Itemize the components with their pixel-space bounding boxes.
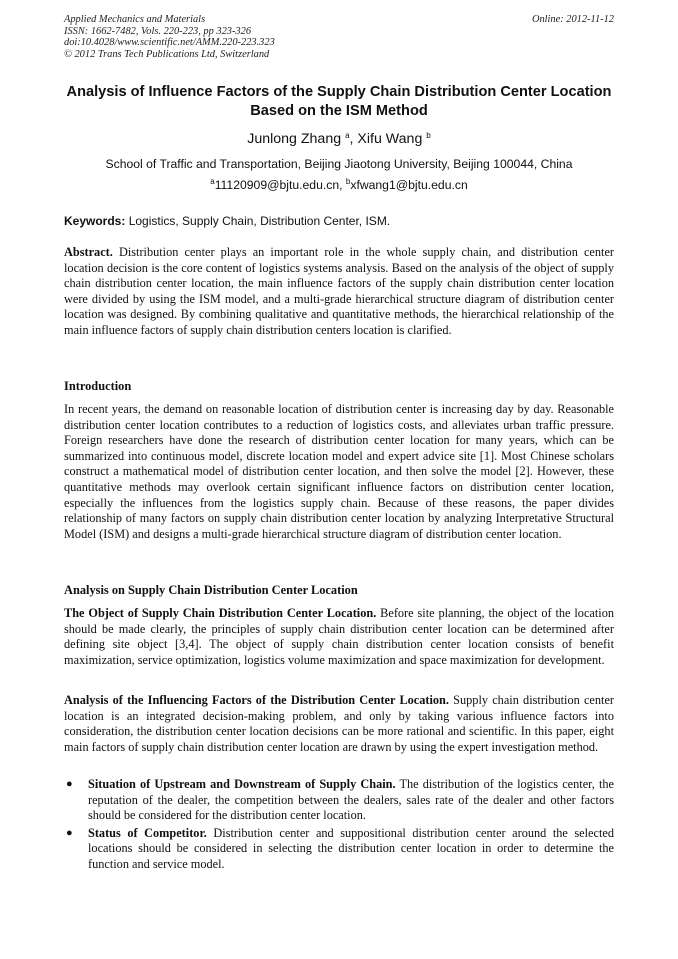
affiliation: School of Traffic and Transportation, Beijing Jiaotong University, Beijing 100044, China <box>105 157 573 171</box>
introduction-paragraph <box>64 402 614 542</box>
list-item <box>64 826 614 873</box>
author-superscript: b <box>426 131 431 140</box>
author-name: Junlong Zhang <box>247 131 342 147</box>
doi-line: doi:10.4028/www.scientific.net/AMM.220-223.323 <box>64 37 275 49</box>
email-superscript: a <box>210 177 215 186</box>
keywords <box>64 214 614 228</box>
section-heading: Analysis on Supply Chain Distribution Center Location <box>64 583 358 597</box>
introduction-heading: Introduction <box>64 379 132 393</box>
journal-name: Applied Mechanics and Materials <box>64 14 206 25</box>
keywords-label: Keywords: <box>64 214 126 228</box>
abstract-label: Abstract. <box>64 245 113 259</box>
issn-line: ISSN: 1662-7482, Vols. 220-223, pp 323-326 <box>64 25 252 37</box>
email-address: 11120909@bjtu.edu.cn <box>214 178 340 192</box>
factor-list <box>64 777 614 874</box>
email-line <box>60 178 618 192</box>
object-paragraph <box>64 606 614 668</box>
introduction-text: In recent years, the demand on reasonable location of distribution center is increasing day by day. Reasonable distribution center location contributes to a reduction of logistics costs, and alleviates urban traffic pressure. Foreign researchers have done the research of distribution center location for many years, which can be summarized into continuous model, discrete location model and expert advice site [1]. Most Chinese scholars construct a mathematical model of distribution center location, and then solve the model [2]. However, these quantitative methods may overlook certain significant influence factors on distribution center location, especially the influences from the logistics supply chain. Because of these reasons, the paper divides relationship of many factors on supply chain distribution center location by analyzing Interpretative Structural Model (ISM) and designs a multi-grade hierarchical structure diagram of distribution center location. <box>64 402 614 541</box>
bullet-icon: ● <box>66 826 73 839</box>
list-item-lead: Status of Competitor. <box>88 825 207 840</box>
email-superscript: b <box>345 177 351 186</box>
author-name: Xifu Wang <box>357 131 423 147</box>
list-item-text: The distribution of the logistics center, the reputation of the dealer, the competition between the dealers, sales rate of the dealer and other factors should be considered for the distribution center location. <box>88 777 614 823</box>
online-date: Online: 2012-11-12 <box>531 14 614 25</box>
abstract <box>64 245 614 339</box>
keywords-text: Logistics, Supply Chain, Distribution Center, ISM. <box>125 214 391 228</box>
list-item-text: Distribution center and suppositional distribution center around the selected locations should be considered in selecting the distribution center location in order to determine the function and service model. <box>88 825 614 871</box>
list-item-lead: Situation of Upstream and Downstream of Supply Chain. <box>88 777 396 791</box>
email-address: xfwang1@bjtu.edu.cn <box>350 178 468 192</box>
factors-paragraph <box>64 693 614 755</box>
author-separator: , <box>349 131 358 147</box>
author-list <box>60 131 618 147</box>
paragraph-text: Before site planning, the object of the location should be made clearly, the principles of supply chain distribution center location can be determined after defining site object [3,4]. The object of supply chain distribution center location consists of benefit maximization, service optimization, logistics volume maximization and space maximization for development. <box>64 606 614 667</box>
author-superscript: a <box>345 131 350 140</box>
paper-title: Analysis of Influence Factors of the Supply Chain Distribution Center Location Based on the ISM Method <box>66 84 612 119</box>
journal-header <box>64 14 275 60</box>
paragraph-text: Supply chain distribution center location is an integrated decision-making problem, and only by taking various influence factors into consideration, the distribution center location decisions can be more rational and scientific. In this paper, eight main factors of supply chain distribution center location are drawn by using the expert investigation method. <box>64 693 614 754</box>
bullet-icon: ● <box>66 778 73 790</box>
paragraph-lead: The Object of Supply Chain Distribution Center Location. <box>64 606 377 620</box>
copyright-line: © 2012 Trans Tech Publications Ltd, Switzerland <box>64 48 270 60</box>
paragraph-lead: Analysis of the Influencing Factors of the Distribution Center Location. <box>64 693 449 707</box>
email-separator: , <box>339 178 346 192</box>
list-item <box>64 777 614 824</box>
abstract-text: Distribution center plays an important role in the whole supply chain, and distribution center location decision is the core content of logistics systems analysis. Based on the analysis of the object of supply chain distribution center location, the main influence factors of the supply chain distribution center location were divided by using the ISM model, and a multi-grade hierarchical structure diagram of distribution center location was designed. By combining qualitative and quantitative methods, the hierarchical relationship of the main influence factors of supply chain distribution centers location is clarified. <box>64 245 614 337</box>
